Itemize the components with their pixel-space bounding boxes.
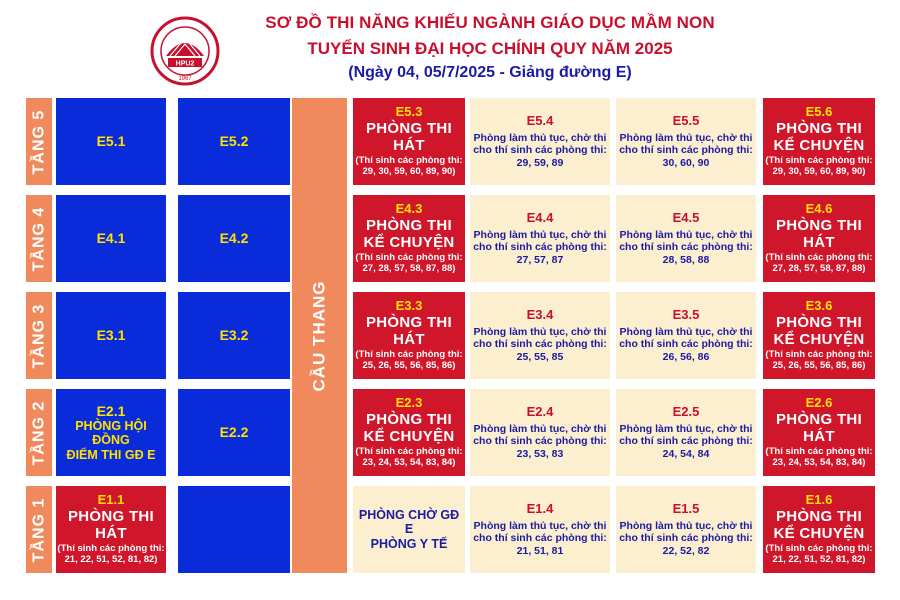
title-line-1: SƠ ĐỒ THI NĂNG KHIẾU NGÀNH GIÁO DỤC MẦM NON	[265, 13, 715, 32]
logo-text: HPU2	[175, 60, 195, 68]
room-e3-6: E3.6 PHÒNG THI KỂ CHUYỆN (Thí sinh các phòng thi: 25, 26, 55, 56, 85, 86)	[763, 292, 875, 379]
room-e2-2: E2.2	[178, 389, 290, 476]
room-e5-2: E5.2	[178, 98, 290, 185]
room-e4-6: E4.6 PHÒNG THI HÁT (Thí sinh các phòng thi: 27, 28, 57, 58, 87, 88)	[763, 195, 875, 282]
staircase: CẦU THANG	[292, 98, 347, 573]
room-e1-5: E1.5 Phòng làm thủ tục, chờ thi cho thí sinh các phòng thi: 22, 52, 82	[616, 486, 756, 573]
room-e4-2: E4.2	[178, 195, 290, 282]
room-e1-1: E1.1 PHÒNG THI HÁT (Thí sinh các phòng thi: 21, 22, 51, 52, 81, 82)	[56, 486, 166, 573]
floor-label-1: TẦNG 1	[26, 486, 52, 573]
room-e2-5: E2.5 Phòng làm thủ tục, chờ thi cho thí sinh các phòng thi: 24, 54, 84	[616, 389, 756, 476]
room-e1-4: E1.4 Phòng làm thủ tục, chờ thi cho thí sinh các phòng thi: 21, 51, 81	[470, 486, 610, 573]
room-e5-1: E5.1	[56, 98, 166, 185]
room-e5-5: E5.5 Phòng làm thủ tục, chờ thi cho thí sinh các phòng thi: 30, 60, 90	[616, 98, 756, 185]
room-e3-3: E3.3 PHÒNG THI HÁT (Thí sinh các phòng thi: 25, 26, 55, 56, 85, 86)	[353, 292, 465, 379]
floor-label-5: TẦNG 5	[26, 98, 52, 185]
room-e4-5: E4.5 Phòng làm thủ tục, chờ thi cho thí sinh các phòng thi: 28, 58, 88	[616, 195, 756, 282]
floor-label-2: TẦNG 2	[26, 389, 52, 476]
room-e5-6: E5.6 PHÒNG THI KỂ CHUYỆN (Thí sinh các phòng thi: 29, 30, 59, 60, 89, 90)	[763, 98, 875, 185]
room-e4-3: E4.3 PHÒNG THI KỂ CHUYỆN (Thí sinh các phòng thi: 27, 28, 57, 58, 87, 88)	[353, 195, 465, 282]
room-e3-1: E3.1	[56, 292, 166, 379]
room-e3-5: E3.5 Phòng làm thủ tục, chờ thi cho thí sinh các phòng thi: 26, 56, 86	[616, 292, 756, 379]
title-line-2: TUYỂN SINH ĐẠI HỌC CHÍNH QUY NĂM 2025	[307, 39, 673, 58]
room-e5-4: E5.4 Phòng làm thủ tục, chờ thi cho thí sinh các phòng thi: 29, 59, 89	[470, 98, 610, 185]
university-logo	[150, 16, 220, 86]
room-e3-2: E3.2	[178, 292, 290, 379]
room-e2-3: E2.3 PHÒNG THI KỂ CHUYỆN (Thí sinh các phòng thi: 23, 24, 53, 54, 83, 84)	[353, 389, 465, 476]
room-e2-1: E2.1 PHÒNG HỘI ĐỒNG ĐIỂM THI GĐ E	[56, 389, 166, 476]
room-e1-2-blank	[178, 486, 290, 573]
room-e4-4: E4.4 Phòng làm thủ tục, chờ thi cho thí sinh các phòng thi: 27, 57, 87	[470, 195, 610, 282]
floor-label-4: TẦNG 4	[26, 195, 52, 282]
title-line-3: (Ngày 04, 05/7/2025 - Giảng đường E)	[348, 64, 632, 81]
room-e2-4: E2.4 Phòng làm thủ tục, chờ thi cho thí sinh các phòng thi: 23, 53, 83	[470, 389, 610, 476]
room-e1-6: E1.6 PHÒNG THI KỂ CHUYỆN (Thí sinh các phòng thi: 21, 22, 51, 52, 81, 82)	[763, 486, 875, 573]
logo-year: 1967	[178, 76, 192, 82]
room-e4-1: E4.1	[56, 195, 166, 282]
room-e3-4: E3.4 Phòng làm thủ tục, chờ thi cho thí sinh các phòng thi: 25, 55, 85	[470, 292, 610, 379]
room-waiting-medical: PHÒNG CHỜ GĐ E PHÒNG Y TẾ	[353, 486, 465, 573]
header	[0, 0, 900, 92]
room-e5-3: E5.3 PHÒNG THI HÁT (Thí sinh các phòng thi: 29, 30, 59, 60, 89, 90)	[353, 98, 465, 185]
floor-label-3: TẦNG 3	[26, 292, 52, 379]
room-e2-6: E2.6 PHÒNG THI HÁT (Thí sinh các phòng thi: 23, 24, 53, 54, 83, 84)	[763, 389, 875, 476]
